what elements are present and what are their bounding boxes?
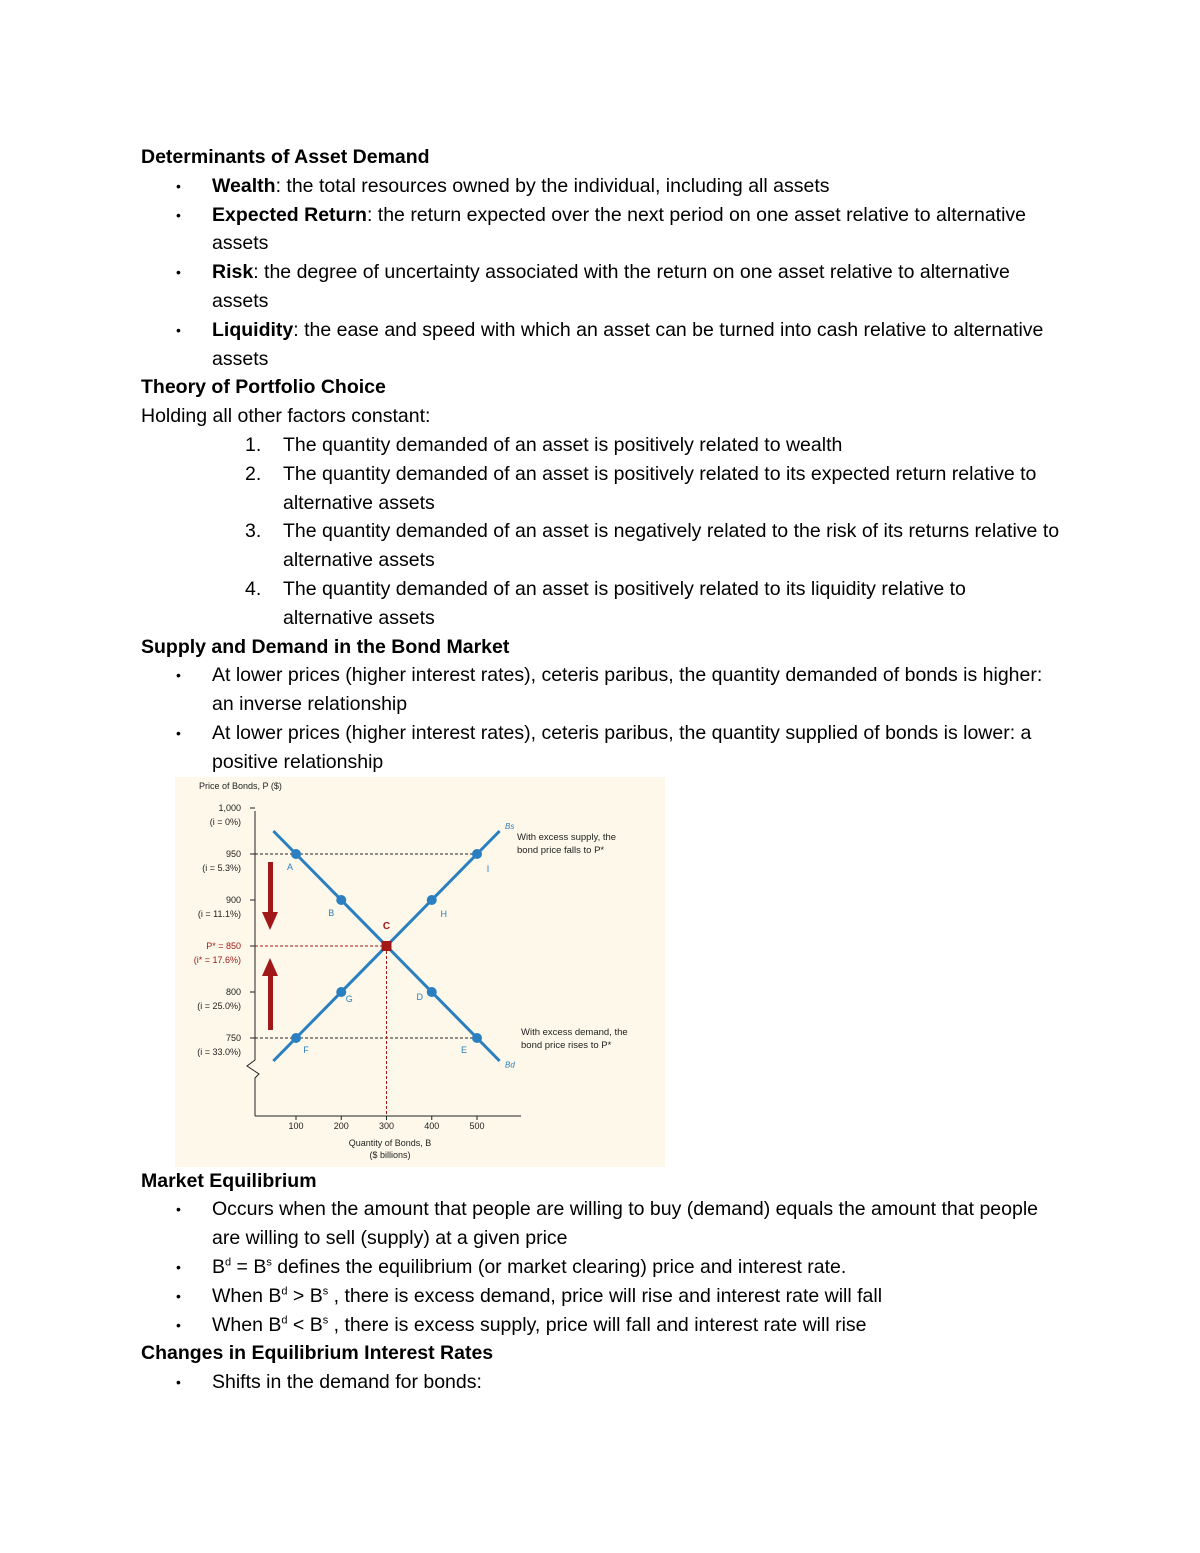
y-tick-rate-label: (i = 25.0%) — [197, 1000, 241, 1011]
data-point-label: G — [345, 993, 353, 1004]
excess-supply-annotation: bond price falls to P* — [517, 844, 605, 856]
price-rises-arrow-icon — [262, 958, 278, 976]
data-point — [427, 987, 437, 997]
price-rises-arrow-shaft — [268, 974, 273, 1030]
x-tick-label: 200 — [333, 1120, 349, 1131]
document-page — [141, 143, 1061, 1397]
data-point-label: B — [328, 907, 335, 918]
equilibrium-label: C — [382, 920, 391, 932]
data-point-label: A — [286, 861, 294, 872]
data-point-label: F — [303, 1044, 309, 1055]
list-item: • Expected Return: the return expected over the next period on one asset relative to alternative assets — [212, 201, 1061, 259]
x-tick-label: 400 — [424, 1120, 440, 1131]
price-falls-arrow-shaft — [268, 862, 273, 914]
y-tick-rate-label: (i = 5.3%) — [202, 862, 241, 873]
y-tick-rate-label: (i = 33.0%) — [197, 1046, 241, 1057]
list-item: • $B^d = B^s$ defines the equilibrium (or market clearing) price and interest rate. — [212, 1253, 1061, 1282]
list-item: 4. The quantity demanded of an asset is positively related to its liquidity relative to alternative assets — [245, 577, 966, 629]
data-point-label: E — [460, 1044, 468, 1055]
data-point — [291, 849, 301, 859]
list-item: • Liquidity: the ease and speed with which an asset can be turned into cash relative to alternative assets — [212, 316, 1061, 374]
list-item: • Wealth: the total resources owned by the individual, including all assets — [212, 172, 1061, 201]
list-item: • When $B^d < B^s$ , there is excess supply, price will fall and interest rate will rise — [212, 1311, 1061, 1340]
y-tick-label: 800 — [225, 986, 241, 997]
list-item: • Risk: the degree of uncertainty associated with the return on one asset relative to alternative assets — [212, 258, 1061, 316]
y-axis — [247, 811, 259, 1116]
excess-demand-annotation: bond price rises to P* — [521, 1039, 612, 1051]
y-tick-label: 1,000 — [218, 802, 241, 813]
list-item: • Occurs when the amount that people are willing to buy (demand) equals the amount that people are willing to sell (supply) at a given price — [212, 1195, 1061, 1253]
y-tick-rate-label: (i = 11.1%) — [197, 908, 241, 919]
y-tick-label: 900 — [225, 894, 241, 905]
portfolio-list — [141, 431, 1061, 633]
y-tick-rate-label: (i = 0%) — [209, 816, 241, 827]
y-axis-label: Price of Bonds, P ($) — [199, 780, 282, 791]
x-axis-label: Quantity of Bonds, B — [348, 1137, 432, 1148]
excess-supply-annotation: With excess supply, the — [517, 831, 617, 843]
supply-curve-label: Bs — [505, 821, 515, 831]
bond-market-list — [141, 661, 1061, 776]
changes-list — [141, 1368, 1061, 1397]
list-item: 2. The quantity demanded of an asset is positively related to its expected return relative to alternative assets — [245, 462, 1037, 514]
excess-demand-annotation: With excess demand, the — [521, 1026, 628, 1038]
data-point — [291, 1033, 301, 1043]
y-tick-label: 750 — [225, 1032, 241, 1043]
list-item: • When $B^d > B^s$ , there is excess demand, price will rise and interest rate will fall — [212, 1282, 1061, 1311]
data-point — [336, 895, 346, 905]
list-item: • Shifts in the demand for bonds: — [212, 1368, 1061, 1397]
data-point-label: H — [440, 908, 447, 919]
x-tick-label: 300 — [378, 1120, 395, 1131]
heading-market-equilibrium: Market Equilibrium — [141, 1169, 317, 1192]
portfolio-intro: Holding all other factors constant: — [141, 405, 431, 428]
equilibrium-list — [141, 1195, 1061, 1339]
data-point — [472, 1033, 482, 1043]
equilibrium-point — [382, 941, 392, 951]
price-falls-arrow-icon — [262, 912, 278, 930]
x-tick-label: 500 — [469, 1120, 485, 1131]
asset-demand-list — [141, 172, 1061, 374]
data-point — [472, 849, 482, 859]
bond-market-chart — [175, 777, 665, 1167]
demand-curve-label: Bd — [505, 1059, 515, 1069]
heading-changes-equilibrium: Changes in Equilibrium Interest Rates — [141, 1342, 494, 1365]
data-point-label: D — [416, 991, 423, 1002]
y-tick-label: P* = 850 — [206, 940, 241, 951]
list-item: 1. The quantity demanded of an asset is positively related to wealth — [245, 433, 843, 456]
x-axis-unit-label: ($ billions) — [369, 1149, 411, 1160]
data-point-label: I — [486, 863, 490, 874]
heading-portfolio-choice: Theory of Portfolio Choice — [141, 376, 386, 399]
heading-asset-demand: Determinants of Asset Demand — [141, 146, 430, 168]
x-tick-label: 100 — [288, 1120, 304, 1131]
data-point — [427, 895, 437, 905]
chart-canvas — [175, 777, 665, 1167]
list-item: • At lower prices (higher interest rates), ceteris paribus, the quantity demanded of bonds is higher: an inverse relationship — [212, 661, 1061, 719]
list-item: 3. The quantity demanded of an asset is negatively related to the risk of its returns relative to alternative assets — [245, 520, 1060, 572]
heading-bond-market: Supply and Demand in the Bond Market — [141, 635, 510, 658]
y-tick-label: 950 — [225, 848, 241, 859]
y-tick-rate-label: (i* = 17.6%) — [193, 954, 241, 965]
list-item: • At lower prices (higher interest rates), ceteris paribus, the quantity supplied of bonds is lower: a positive relationship — [212, 719, 1061, 777]
